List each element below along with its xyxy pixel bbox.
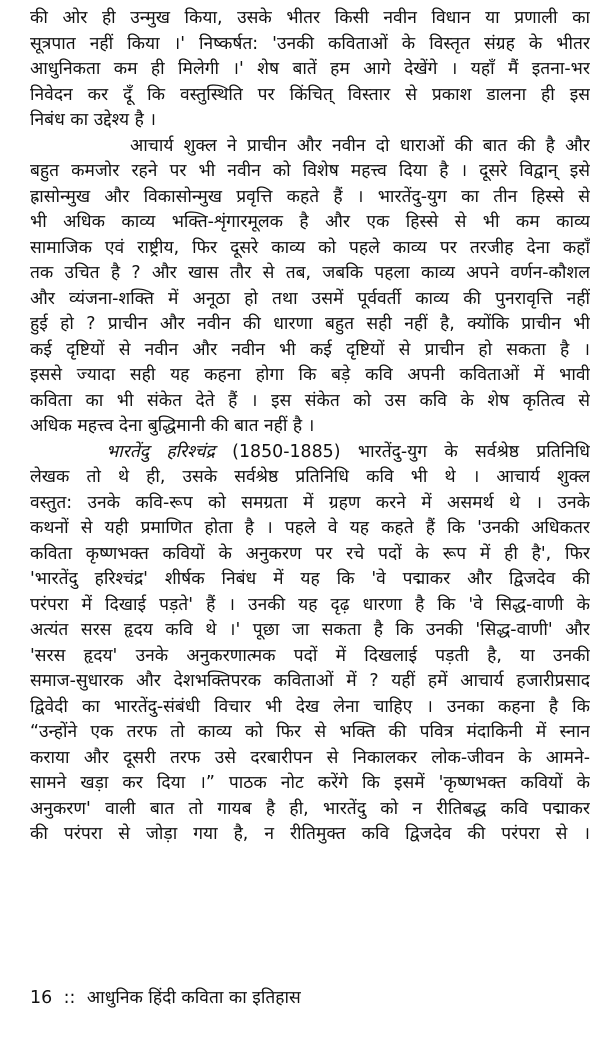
text-line: निवेदन कर दूँ कि वस्तुस्थिति पर किंचित् विस्तार से प्रकाश डालना ही इस: [30, 84, 590, 105]
text-line: समाज-सुधारक और देशभक्तिपरक कविताओं में ? यहीं हमें आचार्य हजारीप्रसाद: [30, 671, 590, 691]
text-line: आधुनिकता कम ही मिलेगी ।' शेष बातें हम आगे देखेंगे । यहाँ मैं इतना-भर: [30, 59, 590, 79]
text-line: तक उचित है ? और खास तौर से तब, जबकि पहला काव्य अपने वर्णन-कौशल: [30, 263, 590, 283]
text-line: और व्यंजना-शक्ति में अनूठा हो तथा उसमें पूर्ववर्ती काव्य की पुनरावृत्ति नहीं: [30, 288, 590, 309]
text-line: कई दृष्टियों से नवीन और नवीन भी कई दृष्टियों से प्राचीन हो सकता है ।: [30, 339, 590, 360]
text-line: सूत्रपात नहीं किया ।' निष्कर्षत: 'उनकी कविताओं के विस्तृत संग्रह के भीतर: [30, 33, 590, 54]
text-line: ह्रासोन्मुख और विकासोन्मुख प्रवृत्ति कहते हैं । भारतेंदु-युग का तीन हिस्से से: [30, 186, 590, 207]
book-title: आधुनिक हिंदी कविता का इतिहास: [86, 988, 301, 1008]
line-rest: (1850-1885) भारतेंदु-युग के सर्वश्रेष्ठ प्रतिनिधि: [214, 441, 590, 462]
author-name: भारतेंदु हरिश्चंद्र: [106, 441, 215, 462]
text-line: आचार्य शुक्ल ने प्राचीन और नवीन दो धाराओं की बात की है और: [130, 135, 590, 156]
page-number: 16: [30, 988, 53, 1008]
text-line: कविता कृष्णभक्त कवियों के अनुकरण पर रचे पदों के रूप में ही है', फिर: [30, 543, 590, 564]
text-line: द्विवेदी का भारतेंदु-संबंधी विचार भी देख लेना चाहिए । उनका कहना है कि: [30, 696, 590, 717]
text-line: की ओर ही उन्मुख किया, उसके भीतर किसी नवीन विधान या प्रणाली का: [30, 8, 590, 28]
text-line: अनुकरण' वाली बात तो गायब है ही, भारतेंदु को न रीतिबद्ध कवि पद्माकर: [30, 798, 590, 819]
paragraph-2: [30, 134, 590, 440]
text-line: वस्तुत: उनके कवि-रूप को समग्रता में ग्रहण करने में असमर्थ थे । उनके: [30, 492, 590, 513]
text-line: परंपरा में दिखाई पड़ते' हैं । उनकी यह दृढ़ धारणा है कि 'वे सिद्ध-वाणी के: [30, 594, 590, 615]
body-text: [30, 6, 590, 848]
text-line: 'भारतेंदु हरिश्चंद्र' शीर्षक निबंध में यह कि 'वे पद्माकर और द्विजदेव की: [30, 569, 590, 589]
text-line: कथनों से यही प्रमाणित होता है । पहले वे यह कहते हैं कि 'उनकी अधिकतर: [30, 518, 590, 538]
footer-separator: ::: [63, 988, 76, 1008]
text-line: कराया और दूसरी तरफ उसे दरबारीपन से निकालकर लोक-जीवन के आमने-: [30, 747, 590, 768]
text-line: अत्यंत सरस हृदय कवि थे ।' पूछा जा सकता है कि उनकी 'सिद्ध-वाणी' और: [30, 620, 590, 640]
text-line: अधिक महत्त्व देना बुद्धिमानी की बात नहीं है ।: [30, 416, 315, 436]
text-line: “उन्होंने एक तरफ तो काव्य को फिर से भक्ति की पवित्र मंदाकिनी में स्नान: [30, 722, 590, 742]
text-line: लेखक तो थे ही, उसके सर्वश्रेष्ठ प्रतिनिधि कवि भी थे । आचार्य शुक्ल: [30, 467, 590, 487]
text-line: निबंध का उद्देश्य है ।: [30, 110, 157, 130]
text-line: 'सरस हृदय' उनके अनुकरणात्मक पदों में दिखलाई पड़ती है, या उनकी: [30, 645, 590, 666]
page-footer: [30, 986, 590, 1010]
text-line: बहुत कमजोर रहने पर भी नवीन को विशेष महत्त्व दिया है । दूसरे विद्वान् इसे: [30, 161, 590, 181]
text-line: कविता का भी संकेत देते हैं । इस संकेत को उस कवि के शेष कृतित्व से: [30, 390, 590, 411]
text-line: [30, 440, 590, 466]
text-line: सामने खड़ा कर दिया ।” पाठक नोट करेंगे कि इसमें 'कृष्णभक्त कवियों के: [30, 773, 590, 793]
paragraph-1: [30, 6, 590, 134]
paragraph-3: [30, 440, 590, 848]
text-line: हुई हो ? प्राचीन और नवीन की धारणा बहुत सही नहीं है, क्योंकि प्राचीन भी: [30, 314, 590, 334]
text-line: की परंपरा से जोड़ा गया है, न रीतिमुक्त कवि द्विजदेव की परंपरा से ।: [30, 824, 590, 844]
text-line: इससे ज्यादा सही यह कहना होगा कि बड़े कवि अपनी कविताओं में भावी: [30, 365, 590, 385]
text-line: सामाजिक एवं राष्ट्रीय, फिर दूसरे काव्य को पहले काव्य पर तरजीह देना कहाँ: [30, 237, 590, 258]
text-line: भी अधिक काव्य भक्ति-शृंगारमूलक है और एक हिस्से से भी कम काव्य: [30, 212, 590, 232]
